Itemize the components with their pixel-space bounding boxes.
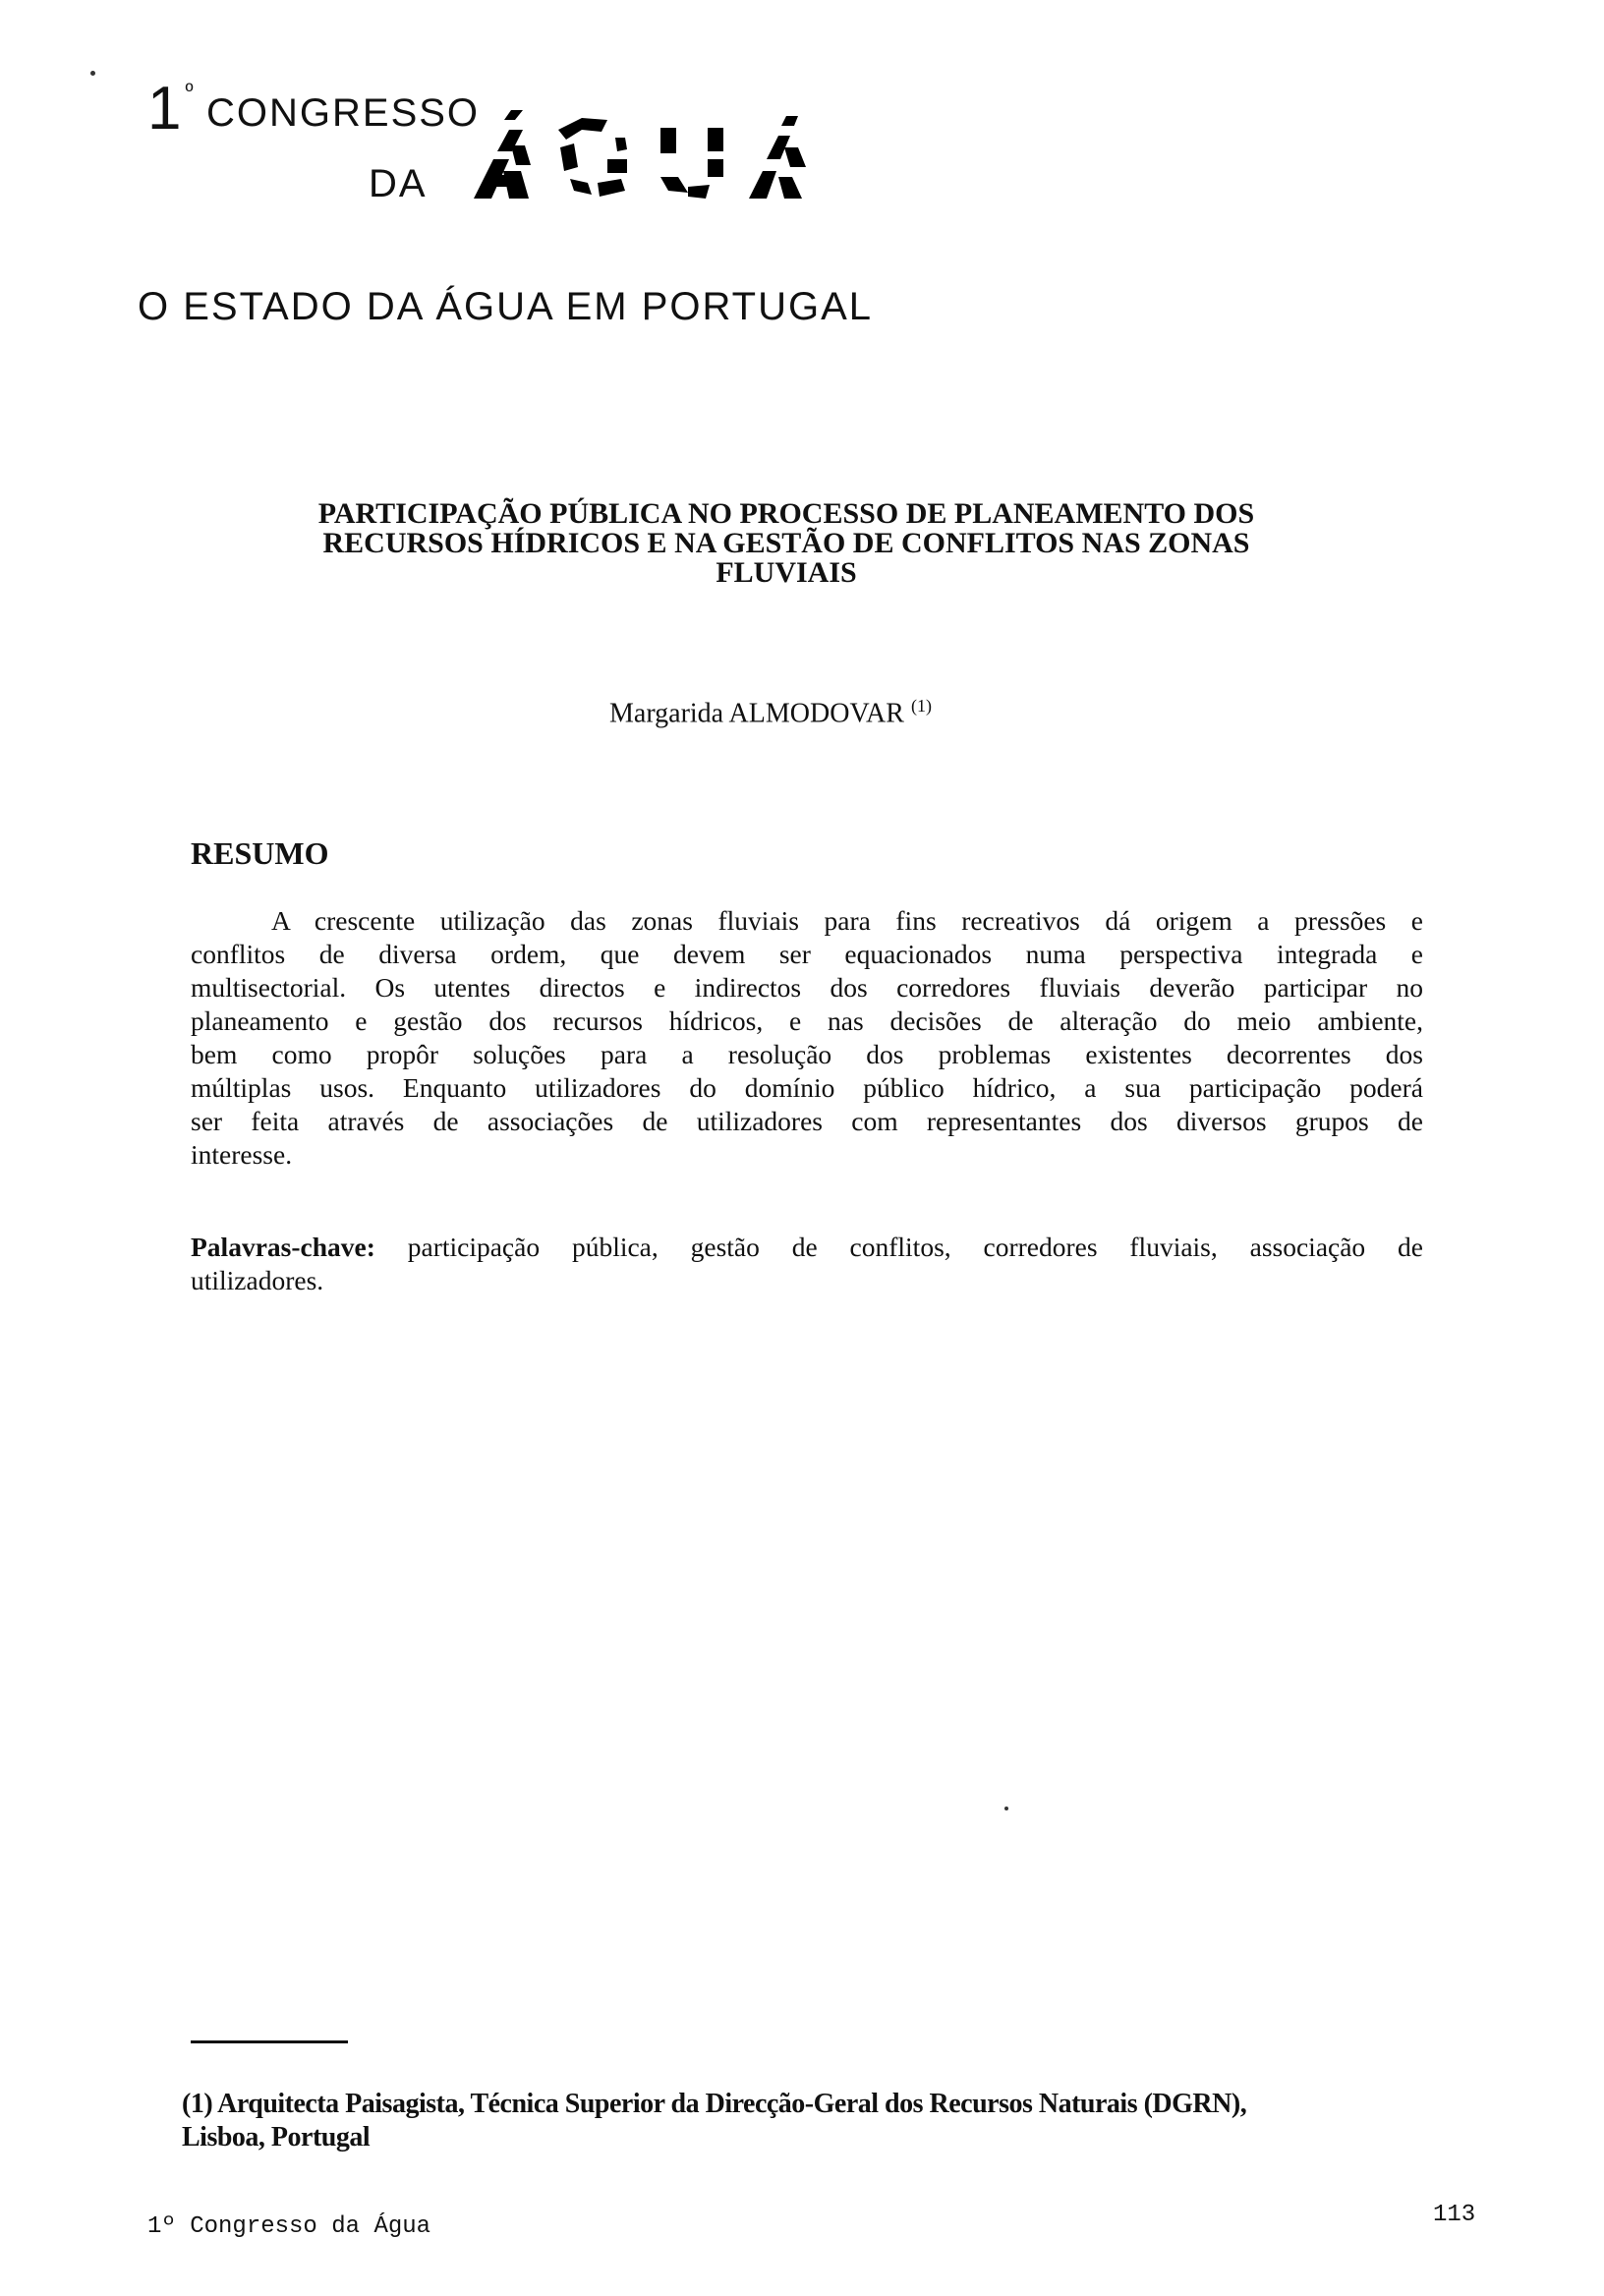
abstract-line: multisectorial. Os utentes directos e indirectos dos corredores fluviais deverão participar no (191, 972, 1423, 1003)
keywords-line (191, 1231, 1423, 1264)
paper-title-line: PARTICIPAÇÃO PÚBLICA NO PROCESSO DE PLANEAMENTO DOS (317, 497, 1255, 530)
abstract-line: ser feita através de associações de utilizadores com representantes dos diversos grupos de (191, 1106, 1423, 1136)
scan-speck (90, 71, 95, 76)
author-name: Margarida ALMODOVAR (609, 698, 904, 729)
abstract-line: A crescente utilização das zonas fluviais para fins recreativos dá origem a pressões e (271, 905, 1423, 936)
paper-title-line: RECURSOS HÍDRICOS E NA GESTÃO DE CONFLITOS NAS ZONAS (322, 527, 1250, 559)
abstract-line: planeamento e gestão dos recursos hídricos, e nas decisões de alteração do meio ambiente, (191, 1005, 1423, 1036)
footnote (182, 2088, 1440, 2154)
keywords-label: Palavras-chave: (191, 1232, 375, 1262)
author-note-ref: (1) (910, 696, 932, 716)
footnote-line: (1) Arquitecta Paisagista, Técnica Superior da Direcção-Geral dos Recursos Naturais (DGRN), (182, 2089, 1247, 2119)
logo-congresso-text: CONGRESSO (206, 91, 481, 135)
author (609, 696, 932, 729)
abstract-line: múltiplas usos. Enquanto utilizadores do domínio público hídrico, a sua participação poderá (191, 1072, 1423, 1103)
footnote-line: Lisboa, Portugal (182, 2122, 371, 2152)
conference-subtitle: O ESTADO DA ÁGUA EM PORTUGAL (138, 285, 874, 328)
abstract-heading: RESUMO (191, 835, 329, 871)
keywords (191, 1231, 1423, 1297)
abstract-line: interesse. (191, 1139, 293, 1170)
logo-agua-wordmark (138, 69, 904, 216)
keywords-text: participação pública, gestão de conflitos, corredores fluviais, associação de (407, 1232, 1423, 1262)
logo-number: 1 $^º$ (147, 75, 194, 143)
page-number: 113 (1433, 2202, 1476, 2228)
abstract-body (191, 904, 1423, 1172)
footer-conference-name: 1º Congresso da Água (147, 2213, 431, 2240)
scan-speck (1004, 1807, 1008, 1810)
logo-da-text: DA (369, 162, 428, 205)
paper-title-line: FLUVIAIS (716, 556, 857, 589)
abstract-line: conflitos de diversa ordem, que devem ser equacionados numa perspectiva integrada e (191, 939, 1423, 969)
abstract-line: bem como propôr soluções para a resolução dos problemas existentes decorrentes dos (191, 1039, 1423, 1069)
paper-title (197, 499, 1376, 588)
keywords-line: utilizadores. (191, 1265, 324, 1295)
congress-logo (138, 69, 904, 216)
footnote-divider (191, 2040, 348, 2043)
